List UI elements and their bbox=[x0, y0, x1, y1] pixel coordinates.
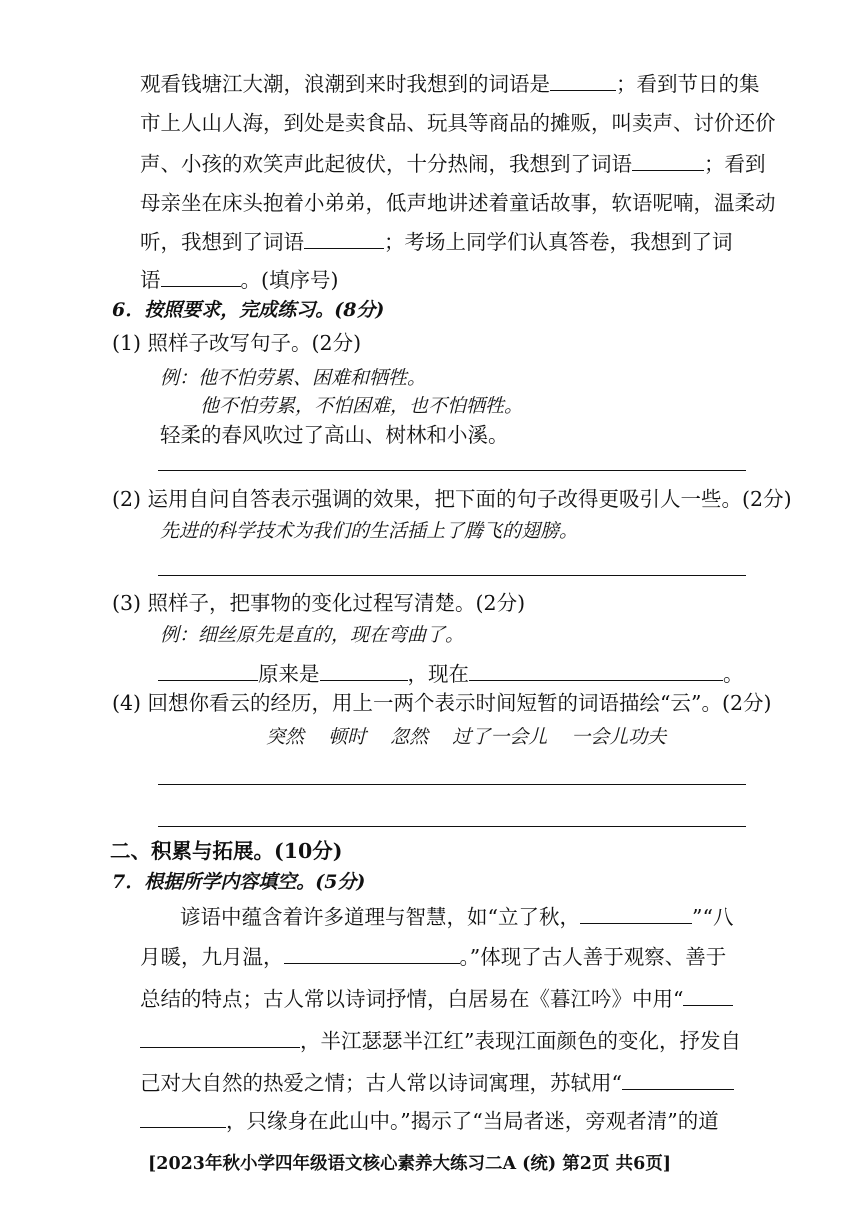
text: 原来是 bbox=[258, 662, 320, 686]
q5-line-1 bbox=[140, 70, 760, 97]
text: ，现在 bbox=[407, 662, 469, 686]
text: ”“八 bbox=[691, 905, 734, 929]
q7-line-3 bbox=[140, 985, 733, 1012]
answer-blank[interactable] bbox=[304, 228, 384, 249]
text: 听，我想到了词语 bbox=[140, 230, 304, 254]
text: 市上人山人海，到处是卖食品、玩具等商品的摊贩，叫卖声、讨价还价 bbox=[140, 111, 776, 135]
word-item: 突然 bbox=[266, 726, 305, 748]
text: ；考场上同学们认真答卷，我想到了词 bbox=[384, 230, 733, 254]
text: 己对大自然的热爱之情；古人常以诗词寓理，苏轼用“ bbox=[140, 1071, 622, 1095]
answer-blank[interactable] bbox=[469, 660, 723, 681]
q6-part1-sentence: 轻柔的春风吹过了高山、树林和小溪。 bbox=[160, 423, 509, 447]
word-item: 忽然 bbox=[390, 726, 429, 748]
q6-part1-heading: (1) 照样子改写句子。(2分) bbox=[112, 331, 362, 355]
answer-blank[interactable] bbox=[622, 1069, 734, 1090]
q7-line-4 bbox=[140, 1027, 741, 1054]
text: 。”体现了古人善于观察、善于 bbox=[459, 945, 727, 969]
answer-line[interactable] bbox=[158, 784, 746, 785]
answer-blank[interactable] bbox=[140, 1027, 300, 1048]
q6-part3-example: 例：细丝原先是直的，现在弯曲了。 bbox=[160, 624, 465, 646]
answer-blank[interactable] bbox=[550, 70, 616, 91]
q5-line-3 bbox=[140, 150, 766, 177]
answer-blank[interactable] bbox=[632, 150, 704, 171]
q6-part4-heading: (4) 回想你看云的经历，用上一两个表示时间短暂的词语描绘“云”。(2分) bbox=[112, 691, 772, 715]
q6-part4-word-list bbox=[266, 724, 684, 750]
text: 语 bbox=[140, 268, 161, 292]
answer-blank[interactable] bbox=[580, 903, 692, 924]
word-item: 顿时 bbox=[328, 726, 367, 748]
q5-line-4 bbox=[140, 190, 776, 216]
answer-blank[interactable] bbox=[161, 266, 241, 287]
q6-part1-example-1: 例：他不怕劳累、困难和牺牲。 bbox=[160, 367, 427, 389]
answer-line[interactable] bbox=[158, 575, 746, 576]
text: 。 bbox=[723, 662, 744, 686]
section-2-title: 二、积累与拓展。(10分) bbox=[110, 839, 343, 863]
text: 母亲坐在床头抱着小弟弟，低声地讲述着童话故事，软语呢喃，温柔动 bbox=[140, 191, 776, 215]
word-item: 一会儿功夫 bbox=[571, 726, 667, 748]
page-footer: [2023年秋小学四年级语文核心素养大练习二A (统) 第2页 共6页] bbox=[148, 1154, 672, 1174]
answer-blank[interactable] bbox=[140, 1107, 226, 1128]
q6-part3-heading: (3) 照样子，把事物的变化过程写清楚。(2分) bbox=[112, 591, 526, 615]
q5-line-6 bbox=[140, 266, 339, 293]
q6-title: 6．按照要求，完成练习。(8分) bbox=[112, 299, 385, 321]
text: 观看钱塘江大潮，浪潮到来时我想到的词语是 bbox=[140, 72, 550, 96]
text: 声、小孩的欢笑声此起彼伏，十分热闹，我想到了词语 bbox=[140, 152, 632, 176]
answer-blank[interactable] bbox=[158, 660, 258, 681]
q7-line-6 bbox=[140, 1107, 719, 1134]
text: ；看到节日的集 bbox=[616, 72, 760, 96]
text: 谚语中蕴含着许多道理与智慧，如“立了秋， bbox=[180, 905, 580, 929]
word-item: 过了一会儿 bbox=[452, 726, 548, 748]
text: 月暖，九月温， bbox=[140, 945, 284, 969]
answer-blank[interactable] bbox=[683, 985, 733, 1006]
answer-blank[interactable] bbox=[320, 660, 408, 681]
answer-blank[interactable] bbox=[284, 943, 460, 964]
q6-part2-heading: (2) 运用自问自答表示强调的效果，把下面的句子改得更吸引人一些。(2分) bbox=[112, 487, 792, 511]
q7-line-1 bbox=[180, 903, 733, 930]
q5-line-2 bbox=[140, 110, 776, 136]
q6-part3-fill-line bbox=[158, 660, 744, 687]
q5-line-5 bbox=[140, 228, 733, 255]
text: ，只缘身在此山中。”揭示了“当局者迷，旁观者清”的道 bbox=[226, 1109, 719, 1133]
answer-line[interactable] bbox=[158, 826, 746, 827]
text: ，半江瑟瑟半江红”表现江面颜色的变化，抒发自 bbox=[300, 1029, 741, 1053]
q7-title: 7．根据所学内容填空。(5分) bbox=[112, 871, 366, 893]
q7-line-5 bbox=[140, 1069, 734, 1096]
text: ；看到 bbox=[704, 152, 766, 176]
q6-part1-example-2: 他不怕劳累，不怕困难，也不怕牺牲。 bbox=[200, 395, 524, 417]
q6-part2-sentence: 先进的科学技术为我们的生活插上了腾飞的翅膀。 bbox=[160, 520, 579, 542]
text: 。(填序号) bbox=[240, 268, 339, 292]
text: 总结的特点；古人常以诗词抒情，白居易在《暮江吟》中用“ bbox=[140, 987, 684, 1011]
answer-line[interactable] bbox=[158, 470, 746, 471]
q7-line-2 bbox=[140, 943, 726, 970]
